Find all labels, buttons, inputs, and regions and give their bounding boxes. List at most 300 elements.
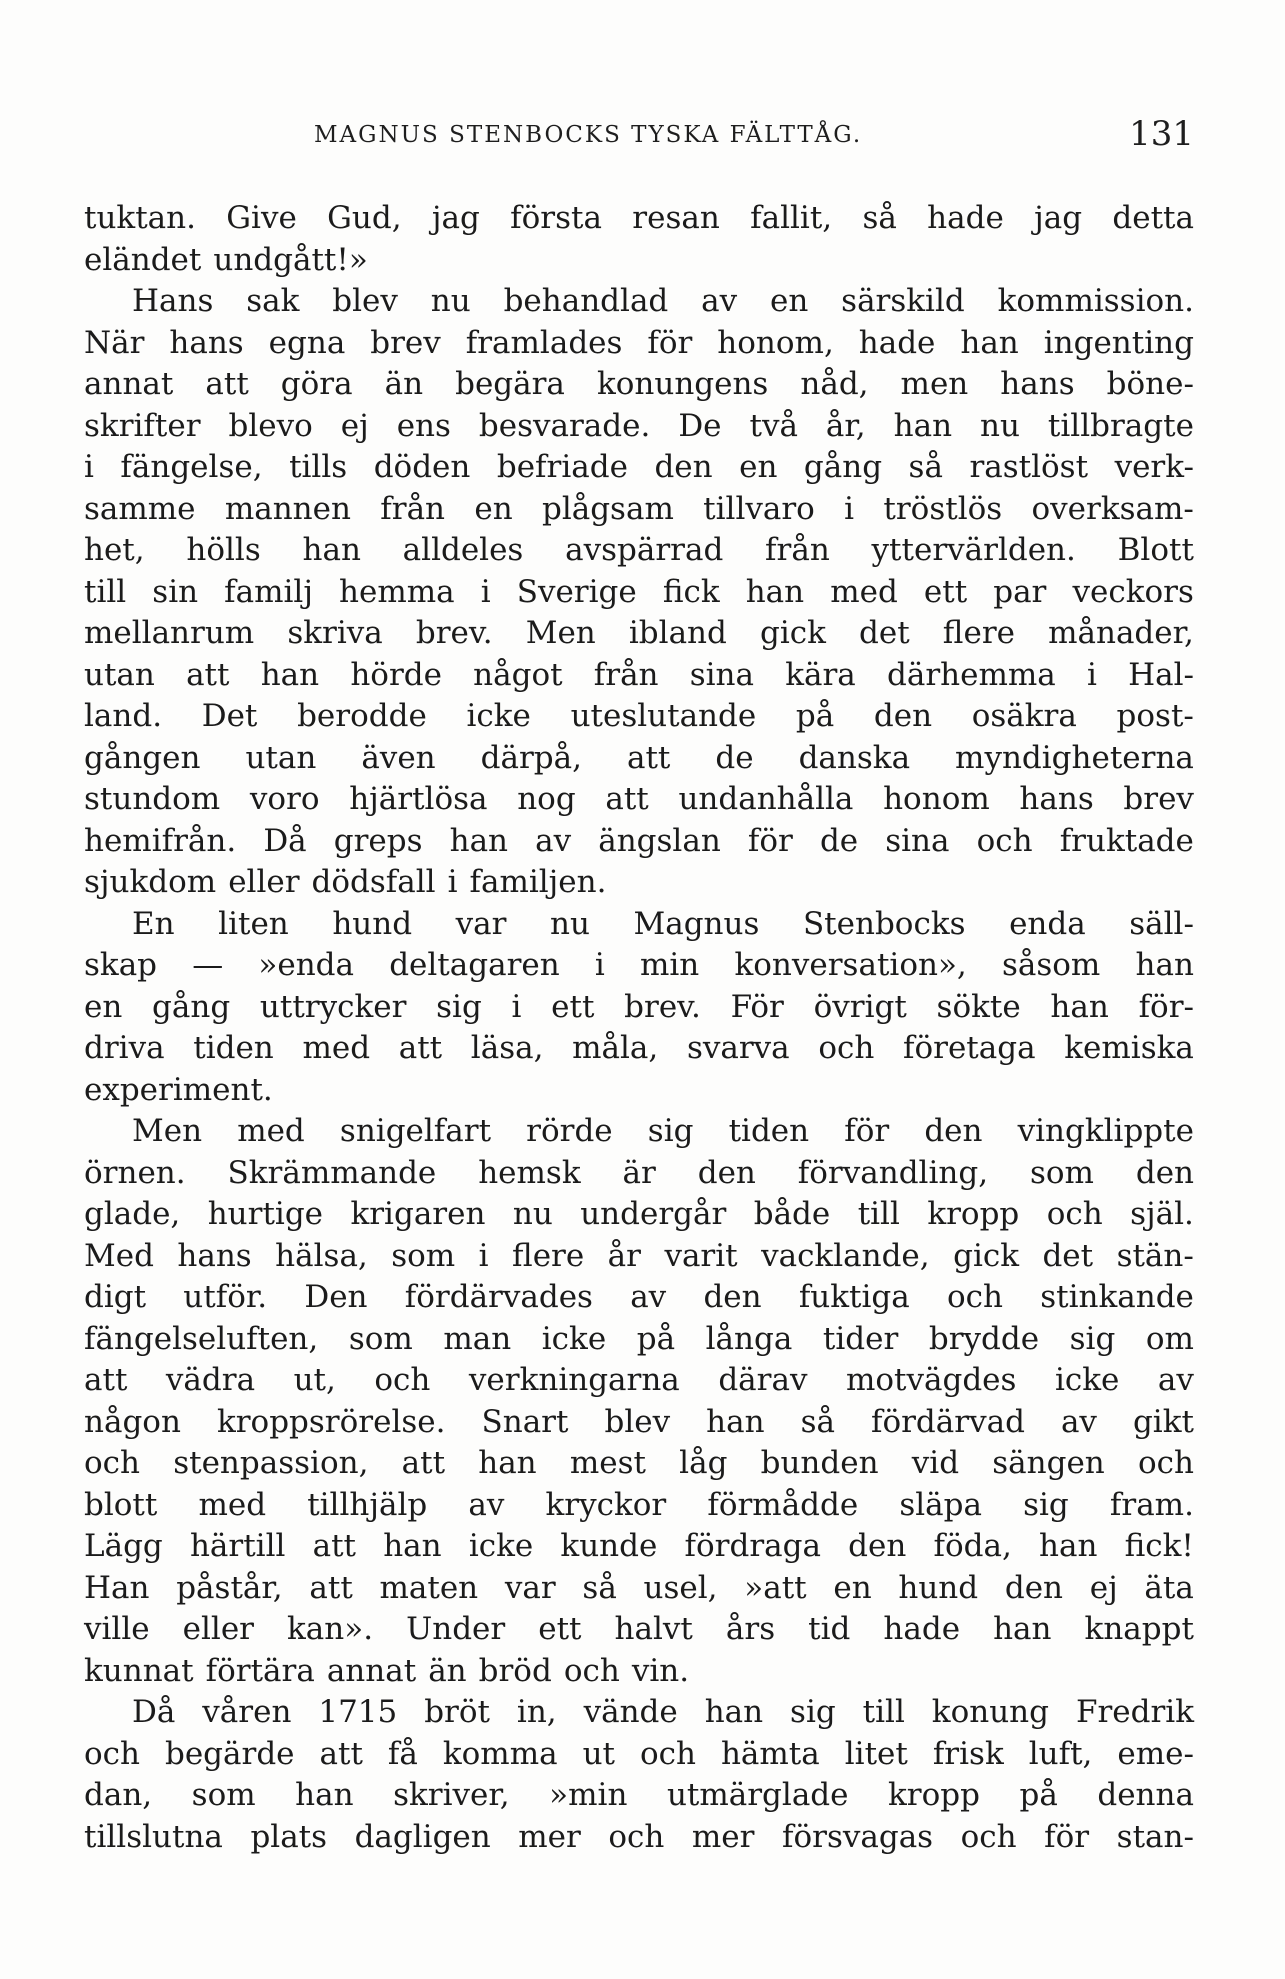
word: fördärvades	[404, 1279, 593, 1315]
word: i	[511, 988, 522, 1025]
word: uttrycker	[259, 988, 407, 1025]
text-line	[84, 1236, 1194, 1278]
word: liten	[218, 905, 289, 942]
word: hemifrån.	[84, 822, 237, 859]
word: knappt	[1084, 1611, 1194, 1647]
word: att	[186, 656, 230, 693]
word: bröt	[424, 1694, 490, 1730]
word: han	[960, 324, 1019, 361]
word: år	[607, 1237, 641, 1274]
word: vacklande,	[761, 1237, 930, 1274]
word: hörde	[350, 656, 442, 693]
word: Under	[406, 1611, 506, 1647]
word: De	[678, 407, 722, 444]
word: med	[302, 1030, 371, 1066]
word: ett	[538, 1611, 582, 1647]
word: förvandling,	[797, 1154, 989, 1191]
word: ett	[551, 988, 595, 1025]
word: Lägg	[84, 1528, 163, 1564]
word: Sverige	[516, 573, 637, 610]
word: fördraga	[684, 1528, 821, 1564]
word: Stenbocks	[802, 905, 966, 942]
word: hemma	[339, 573, 455, 610]
word: eller	[228, 864, 300, 900]
word: särskild	[841, 283, 965, 319]
word: Då	[132, 1694, 176, 1730]
word: nu	[512, 1196, 553, 1232]
word: land.	[84, 698, 163, 734]
word: i	[447, 864, 458, 900]
word: fördärvad	[870, 1403, 1025, 1440]
word: ens	[396, 407, 451, 444]
word: stinkande	[1040, 1279, 1194, 1315]
word: och	[84, 1735, 140, 1772]
word: han	[704, 1694, 764, 1730]
word: annat	[326, 1652, 417, 1689]
word: hjärtlösa	[349, 781, 488, 817]
word: tillvaro	[703, 490, 815, 527]
word: plågsam	[541, 490, 674, 527]
word: motvägdes	[845, 1362, 1017, 1398]
word: digt	[84, 1279, 147, 1315]
text-line	[84, 1775, 1194, 1817]
word: hans	[169, 324, 244, 361]
word: som	[348, 1320, 413, 1357]
word: veckors	[1072, 573, 1194, 610]
word: till	[857, 1196, 900, 1232]
word: konungens	[596, 366, 769, 402]
word: befriade	[496, 449, 628, 485]
word: sig	[790, 1694, 836, 1730]
word: ängslan	[598, 822, 721, 859]
word: frisk	[932, 1735, 1004, 1772]
word: som	[191, 1777, 256, 1813]
word: hund	[898, 1569, 979, 1606]
word: blevo	[228, 407, 313, 444]
word: För	[730, 988, 784, 1025]
text-line	[84, 1526, 1194, 1568]
word: han	[706, 1403, 765, 1440]
word: sak	[246, 283, 300, 319]
word: hund	[332, 905, 413, 942]
word: och	[976, 822, 1033, 859]
word: förtära	[205, 1652, 315, 1689]
text-line	[84, 1485, 1194, 1527]
word: »enda	[258, 947, 355, 983]
word: att	[312, 1528, 357, 1564]
word: hade	[858, 324, 936, 361]
word: »att	[744, 1569, 807, 1606]
word: snigelfart	[339, 1113, 492, 1149]
word: hämta	[720, 1735, 820, 1772]
word: kropp	[888, 1777, 980, 1813]
word: flere	[942, 615, 1015, 651]
word: myndigheterna	[955, 739, 1194, 776]
word: enda	[1009, 905, 1086, 942]
page-number: 131	[1129, 114, 1194, 154]
word: en	[84, 988, 123, 1025]
word: tillslutna	[84, 1818, 223, 1855]
word: de	[819, 822, 859, 859]
word: äta	[1144, 1569, 1194, 1606]
word: än	[428, 1652, 467, 1689]
word: hurtige	[207, 1196, 324, 1232]
word: av	[630, 1279, 667, 1315]
word: för	[747, 822, 793, 859]
word: avspärrad	[565, 532, 724, 568]
word: kunde	[560, 1528, 658, 1564]
word: påstår,	[176, 1569, 283, 1606]
word: vin.	[631, 1652, 690, 1689]
word: tuktan.	[84, 200, 196, 236]
word: kära	[785, 656, 856, 693]
word: sin	[152, 573, 199, 610]
word: gång	[152, 988, 231, 1025]
word: utan	[245, 739, 317, 776]
word: stän-	[1116, 1237, 1194, 1274]
word: den	[703, 1279, 762, 1315]
word: även	[361, 739, 436, 776]
word: danska	[798, 739, 911, 776]
word: mer	[691, 1818, 755, 1855]
word: tider	[822, 1320, 899, 1357]
word: post-	[1116, 698, 1194, 734]
word: tiden	[728, 1113, 810, 1149]
word: års	[725, 1611, 776, 1647]
word: han	[260, 656, 320, 693]
word: böne-	[1106, 366, 1194, 402]
word: han	[449, 822, 509, 859]
word: Men	[132, 1113, 203, 1149]
word: han	[478, 1445, 537, 1481]
word: samme	[84, 490, 196, 527]
word: Den	[304, 1279, 368, 1315]
word: till	[862, 1694, 905, 1730]
text-line	[84, 987, 1194, 1029]
word: varit	[664, 1237, 738, 1274]
word: på	[795, 698, 835, 734]
word: skap	[84, 947, 158, 983]
text-line	[84, 364, 1194, 406]
word: av	[535, 822, 572, 859]
text-line	[84, 1734, 1194, 1776]
word: på	[1019, 1777, 1058, 1813]
word: ville	[84, 1611, 150, 1647]
word: för	[647, 324, 693, 361]
word: från	[765, 532, 830, 568]
word: den	[1004, 1569, 1063, 1606]
word: verkningarna	[468, 1362, 680, 1398]
word: vid	[911, 1445, 960, 1481]
word: så	[862, 200, 897, 236]
word: den	[697, 1154, 756, 1191]
word: fängelseluften,	[84, 1320, 319, 1357]
word: besvarade.	[478, 407, 651, 444]
word: brev.	[415, 615, 493, 651]
text-line	[84, 1194, 1194, 1236]
word: av	[701, 283, 738, 319]
word: vädra	[165, 1362, 256, 1398]
word: så	[908, 449, 943, 485]
word: han	[295, 1777, 354, 1813]
text-line	[84, 655, 1194, 697]
word: därhemma	[887, 656, 1056, 693]
word: annat	[84, 366, 174, 402]
word: man	[443, 1320, 512, 1357]
word: uteslutande	[570, 698, 757, 734]
word: tillbragte	[1047, 407, 1194, 444]
word: gången	[84, 739, 201, 776]
word: luft,	[1028, 1735, 1093, 1772]
word: som	[1029, 1154, 1094, 1191]
word: långa	[705, 1320, 793, 1357]
word: konung	[931, 1694, 1049, 1730]
word: usel,	[643, 1569, 718, 1606]
word: därav	[718, 1362, 808, 1398]
word: kropp	[927, 1196, 1020, 1232]
word: Då	[263, 822, 307, 859]
word: sjukdom	[84, 864, 217, 900]
word: det	[859, 615, 910, 651]
word: tillhjälp	[307, 1486, 428, 1523]
word: han	[1135, 947, 1194, 983]
word: måla,	[572, 1030, 659, 1066]
word: något	[473, 656, 563, 693]
word: med	[237, 1113, 305, 1149]
text-line	[84, 779, 1194, 821]
word: 1715	[318, 1694, 398, 1730]
word: greps	[333, 822, 423, 859]
word: gång	[803, 449, 883, 485]
word: Fredrik	[1075, 1694, 1194, 1730]
word: gick	[953, 1237, 1019, 1274]
word: Hans	[132, 283, 214, 319]
word: en	[833, 1569, 872, 1606]
word: den	[1135, 1154, 1194, 1191]
word: sina	[885, 822, 950, 859]
word: hade	[927, 200, 1004, 236]
word: och	[946, 1279, 1003, 1315]
word: till	[84, 573, 127, 610]
word: säll-	[1129, 905, 1194, 942]
running-head	[84, 112, 1194, 156]
word: skriver,	[393, 1777, 510, 1813]
text-line	[84, 530, 1194, 572]
word: tid	[808, 1611, 851, 1647]
word: framlades	[465, 324, 623, 361]
word: Med	[84, 1237, 154, 1274]
word: honom,	[717, 324, 834, 361]
word: ibland	[628, 615, 727, 651]
word: skrifter	[84, 407, 201, 444]
word: krigaren	[350, 1196, 486, 1232]
word: icke	[541, 1320, 607, 1357]
word: än	[384, 366, 424, 402]
word: våren	[202, 1694, 292, 1730]
text-line	[84, 1692, 1194, 1734]
text-line	[84, 323, 1194, 365]
word: hemsk	[478, 1154, 581, 1191]
word: två	[749, 407, 798, 444]
word: svarva	[686, 1030, 790, 1066]
word: När	[84, 324, 145, 361]
word: nu	[980, 407, 1020, 444]
word: döden	[373, 449, 471, 485]
word: Give	[226, 200, 297, 236]
text-line	[84, 613, 1194, 655]
word: fram.	[1109, 1486, 1194, 1523]
word: företaga	[903, 1030, 1036, 1066]
word: göra	[280, 366, 353, 402]
text-line	[84, 447, 1194, 489]
word: första	[510, 200, 602, 236]
word: hans	[1000, 366, 1075, 402]
word: själ.	[1130, 1196, 1194, 1232]
word: så	[800, 1403, 835, 1440]
word: resan	[632, 200, 720, 236]
word: stan-	[1116, 1818, 1194, 1855]
word: kommission.	[997, 283, 1194, 319]
word: var	[455, 905, 507, 942]
word: i	[480, 573, 491, 610]
word: låg	[679, 1445, 728, 1481]
word: deltagaren	[389, 947, 560, 983]
text-line	[84, 696, 1194, 738]
word: en	[474, 490, 513, 527]
word: att	[605, 781, 649, 817]
word: såsom	[1001, 947, 1101, 983]
word: med	[830, 573, 898, 610]
word: flere	[512, 1237, 585, 1274]
word: —	[192, 947, 224, 983]
word: par	[993, 573, 1047, 610]
word: att	[205, 366, 249, 402]
word: på	[636, 1320, 676, 1357]
text-line	[84, 572, 1194, 614]
word: Men	[525, 615, 596, 651]
word: som	[391, 1237, 456, 1274]
word: därpå,	[480, 739, 582, 776]
text-line	[84, 406, 1194, 448]
word: den	[924, 1113, 983, 1149]
text-line	[84, 1817, 1194, 1859]
word: Magnus	[633, 905, 760, 942]
word: blev	[332, 283, 398, 319]
text-line	[84, 281, 1194, 323]
word: släpa	[899, 1486, 982, 1523]
word: är	[622, 1154, 656, 1191]
text-line	[84, 1568, 1194, 1610]
word: och	[639, 1735, 696, 1772]
word: tiden	[193, 1030, 274, 1066]
word: kunnat	[84, 1652, 194, 1689]
word: Snart	[481, 1403, 569, 1440]
word: berodde	[297, 698, 427, 734]
word: och	[374, 1362, 431, 1398]
word: komma	[442, 1735, 558, 1772]
word: icke	[468, 1528, 534, 1564]
word: denna	[1097, 1777, 1194, 1813]
word: behandlad	[503, 283, 669, 319]
word: och	[1137, 1445, 1194, 1481]
word: het,	[84, 532, 145, 568]
word: brydde	[928, 1320, 1040, 1357]
word: han	[745, 573, 805, 610]
word: tröstlös	[883, 490, 1003, 527]
word: skriva	[287, 615, 383, 651]
word: sökte	[936, 988, 1021, 1025]
word: örnen.	[84, 1154, 186, 1191]
word: blott	[84, 1486, 158, 1523]
word: ut	[582, 1735, 615, 1772]
text-line	[84, 1609, 1194, 1651]
word: i	[594, 947, 605, 983]
text-line	[84, 821, 1194, 863]
word: brev.	[624, 988, 701, 1025]
running-title: MAGNUS STENBOCKS TYSKA FÄLTTÅG.	[314, 122, 863, 148]
text-line	[84, 1651, 1194, 1693]
word: eller	[182, 1611, 254, 1647]
word: brev	[370, 324, 441, 361]
word: fallit,	[750, 200, 833, 236]
word: rastlöst	[969, 449, 1089, 485]
word: att	[319, 1735, 363, 1772]
word: nåd,	[800, 366, 869, 402]
word: en	[739, 449, 778, 485]
word: de	[715, 739, 754, 776]
word: Blott	[1117, 532, 1194, 568]
word: härtill	[189, 1528, 286, 1564]
word: fick!	[1124, 1528, 1194, 1564]
word: den	[848, 1528, 907, 1564]
word: yttervärlden.	[871, 532, 1076, 568]
word: dagligen	[354, 1818, 491, 1855]
word: kemiska	[1064, 1030, 1194, 1066]
word: vingklippte	[1017, 1113, 1194, 1149]
word: hölls	[186, 532, 261, 568]
word: och	[563, 1652, 620, 1689]
word: utmärglade	[666, 1777, 849, 1813]
word: han	[302, 532, 361, 568]
word: den	[873, 698, 933, 734]
word: begära	[455, 366, 565, 402]
word: att	[401, 1445, 446, 1481]
text-line	[84, 489, 1194, 531]
word: dan,	[84, 1777, 153, 1813]
word: en	[769, 283, 809, 319]
word: driva	[84, 1030, 165, 1066]
word: han	[1039, 1528, 1098, 1564]
text-line	[84, 1070, 1194, 1112]
word: experiment.	[84, 1071, 273, 1108]
word: kroppsrörelse.	[216, 1403, 446, 1440]
word: sängen	[992, 1445, 1105, 1481]
word: gikt	[1132, 1403, 1194, 1440]
text-line	[84, 904, 1194, 946]
word: hälsa,	[275, 1237, 368, 1274]
text-line	[84, 1028, 1194, 1070]
word: gick	[759, 615, 826, 651]
word: Det	[201, 698, 258, 734]
word: att	[626, 739, 671, 776]
word: fängelse,	[120, 449, 263, 485]
word: månader,	[1048, 615, 1194, 651]
word: och	[960, 1818, 1017, 1855]
word: egna	[268, 324, 346, 361]
word: sig	[1069, 1320, 1116, 1357]
word: halvt	[614, 1611, 693, 1647]
word: vände	[583, 1694, 678, 1730]
